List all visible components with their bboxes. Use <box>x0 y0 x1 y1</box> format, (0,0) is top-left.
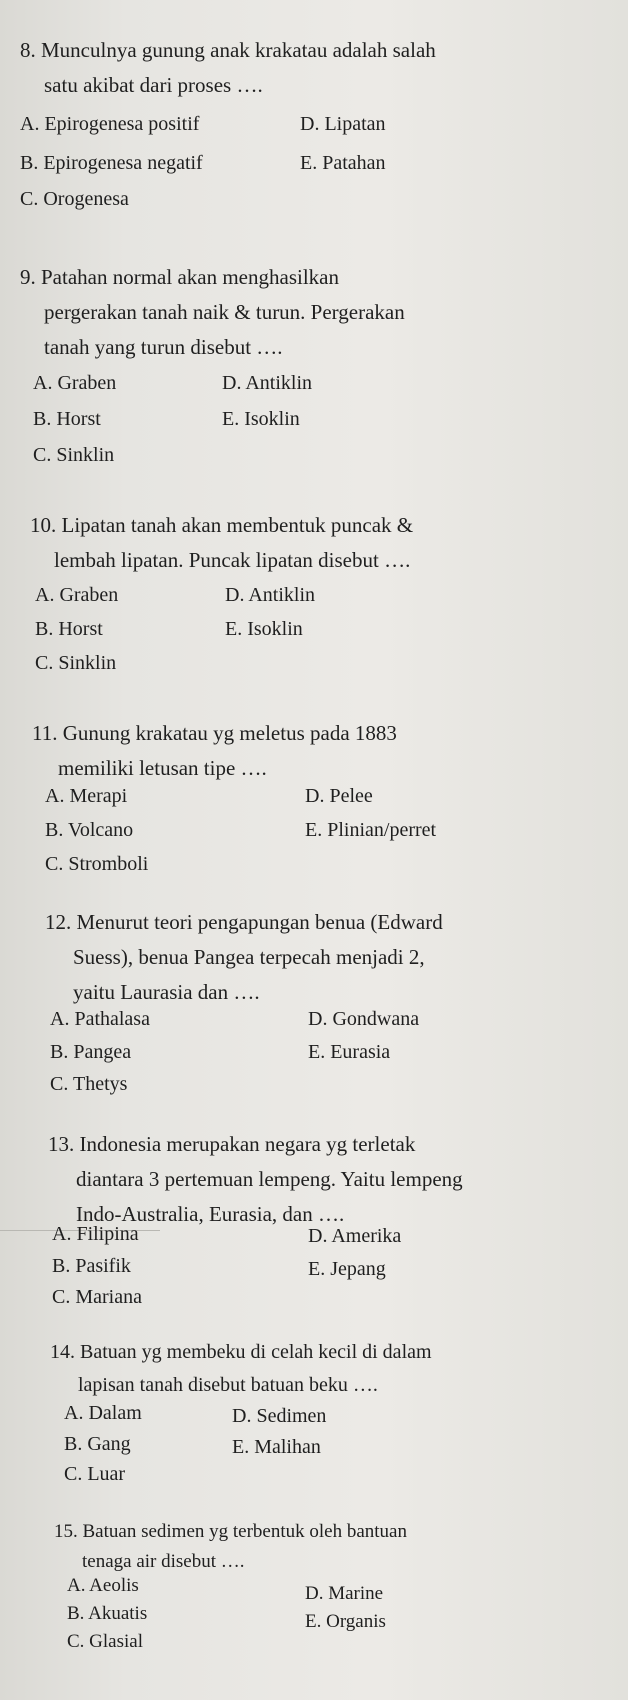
question-15 <box>54 1517 407 1577</box>
question-text-line: lapisan tanah disebut batuan beku …. <box>78 1374 378 1396</box>
option-d: D. Antiklin <box>222 372 313 394</box>
question-text-line: 11. Gunung krakatau yg meletus pada 1883 <box>32 721 397 745</box>
option-b: B. Epirogenesa negatif <box>20 152 203 174</box>
option-d: D. Amerika <box>308 1225 402 1247</box>
question-11 <box>32 716 397 786</box>
option-e: E. Isoklin <box>225 618 303 640</box>
question-text-line: tanah yang turun disebut …. <box>44 335 283 359</box>
option-e: E. Plinian/perret <box>305 819 437 841</box>
option-e: E. Isoklin <box>222 408 300 430</box>
question-12 <box>45 905 443 1010</box>
option-c: C. Glasial <box>67 1631 143 1652</box>
option-a: A. Aeolis <box>67 1575 139 1596</box>
question-text-line: tenaga air disebut …. <box>82 1551 245 1572</box>
option-e: E. Malihan <box>232 1436 321 1458</box>
option-e: E. Organis <box>305 1611 386 1632</box>
question-text-line: satu akibat dari proses …. <box>44 73 263 97</box>
option-c: C. Sinklin <box>35 652 117 674</box>
option-e: E. Jepang <box>308 1258 386 1280</box>
question-text-line: 12. Menurut teori pengapungan benua (Edward <box>45 910 443 934</box>
option-a: A. Dalam <box>64 1402 142 1424</box>
option-b: B. Volcano <box>45 819 134 841</box>
option-b: B. Pasifik <box>52 1255 131 1277</box>
option-d: D. Lipatan <box>300 113 386 135</box>
option-a: A. Pathalasa <box>50 1008 150 1030</box>
option-d: D. Gondwana <box>308 1008 420 1030</box>
question-text-line: 8. Munculnya gunung anak krakatau adalah salah <box>20 38 436 62</box>
question-9 <box>20 260 405 365</box>
option-a: A. Epirogenesa positif <box>20 113 200 135</box>
question-10 <box>30 508 413 578</box>
question-text-line: Suess), benua Pangea terpecah menjadi 2, <box>73 945 425 969</box>
option-c: C. Orogenesa <box>20 188 129 210</box>
option-a: A. Graben <box>33 372 117 394</box>
question-text-line: memiliki letusan tipe …. <box>58 756 267 780</box>
option-a: A. Filipina <box>52 1223 139 1245</box>
question-text-line: pergerakan tanah naik & turun. Pergerakan <box>44 300 405 324</box>
option-b: B. Gang <box>64 1433 131 1455</box>
question-text-line: lembah lipatan. Puncak lipatan disebut …. <box>54 548 411 572</box>
question-8 <box>20 33 436 103</box>
option-e: E. Eurasia <box>308 1041 391 1063</box>
question-text-line: 13. Indonesia merupakan negara yg terletak <box>48 1132 416 1156</box>
option-c: C. Sinklin <box>33 444 115 466</box>
option-c: C. Stromboli <box>45 853 149 875</box>
question-13 <box>48 1127 463 1232</box>
option-c: C. Thetys <box>50 1073 128 1095</box>
option-c: C. Mariana <box>52 1286 142 1308</box>
option-d: D. Antiklin <box>225 584 316 606</box>
option-a: A. Graben <box>35 584 119 606</box>
option-b: B. Akuatis <box>67 1603 148 1624</box>
option-d: D. Pelee <box>305 785 373 807</box>
option-b: B. Horst <box>35 618 103 640</box>
option-d: D. Marine <box>305 1583 384 1604</box>
option-e: E. Patahan <box>300 152 386 174</box>
question-14 <box>50 1336 432 1402</box>
question-text-line: 15. Batuan sedimen yg terbentuk oleh bantuan <box>54 1521 407 1542</box>
question-text-line: Indo-Australia, Eurasia, dan …. <box>76 1202 345 1226</box>
question-text-line: diantara 3 pertemuan lempeng. Yaitu lempeng <box>76 1167 463 1191</box>
option-b: B. Horst <box>33 408 101 430</box>
question-text-line: 14. Batuan yg membeku di celah kecil di dalam <box>50 1341 432 1363</box>
option-d: D. Sedimen <box>232 1405 327 1427</box>
question-text-line: 10. Lipatan tanah akan membentuk puncak & <box>30 513 414 537</box>
question-text-line: yaitu Laurasia dan …. <box>73 980 260 1004</box>
option-b: B. Pangea <box>50 1041 132 1063</box>
option-c: C. Luar <box>64 1463 126 1485</box>
question-text-line: 9. Patahan normal akan menghasilkan <box>20 265 339 289</box>
option-a: A. Merapi <box>45 785 128 807</box>
